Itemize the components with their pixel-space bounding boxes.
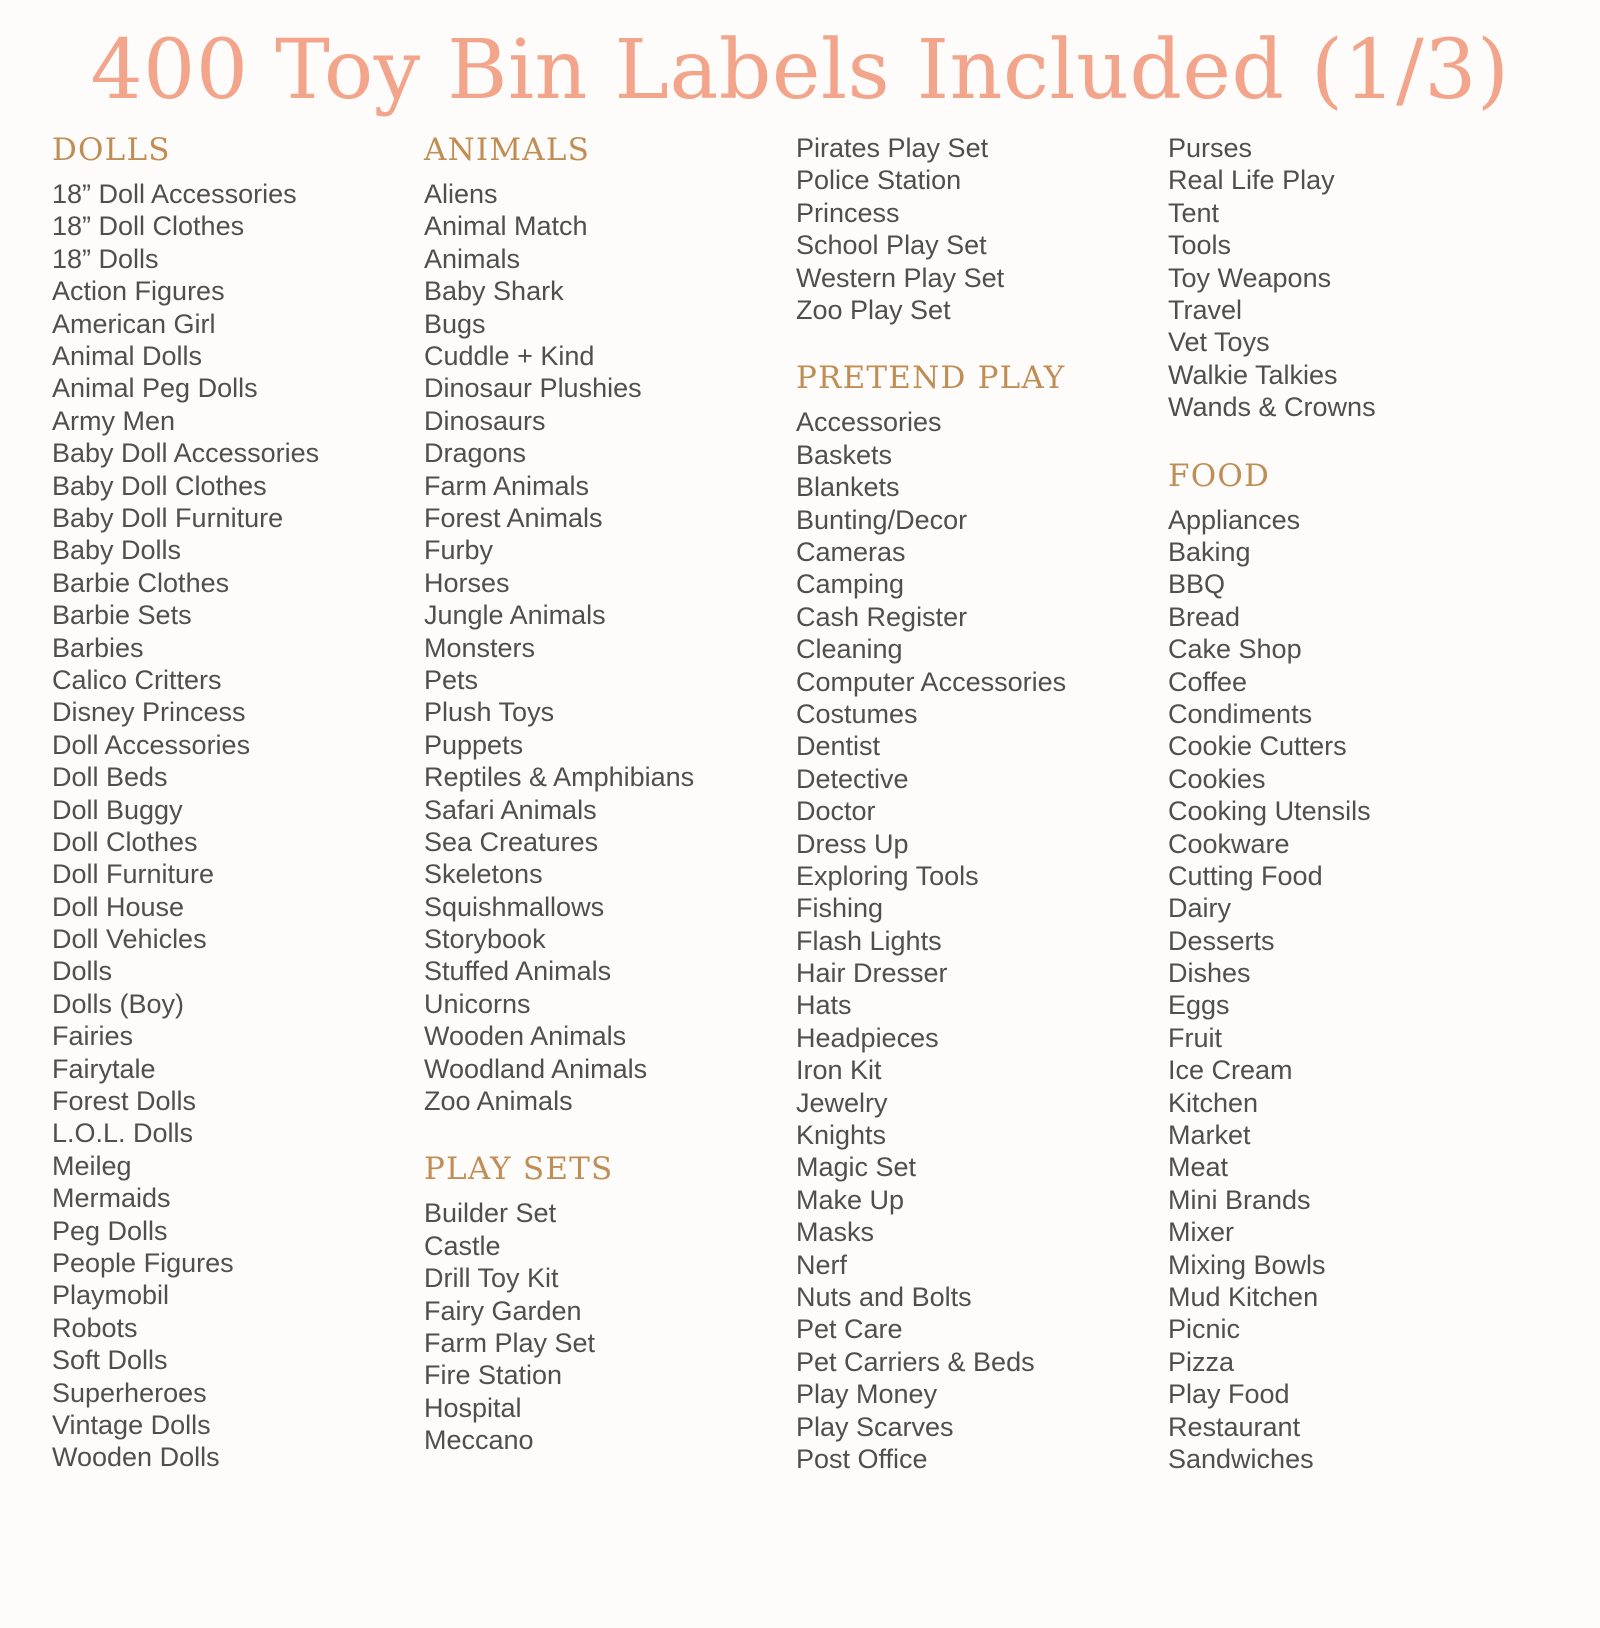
list-item: Masks: [796, 1217, 875, 1248]
list-item: Sea Creatures: [424, 826, 599, 857]
list-item: Army Men: [52, 405, 176, 436]
list-item: Vet Toys: [1168, 327, 1270, 358]
list-item: Costumes: [796, 698, 918, 729]
list-item: Peg Dolls: [52, 1215, 168, 1246]
list-item: Farm Animals: [424, 470, 590, 501]
list-item: Pirates Play Set: [796, 133, 989, 164]
list-item: American Girl: [52, 308, 216, 339]
list-item: Stuffed Animals: [424, 956, 612, 987]
list-item: Travel: [1168, 295, 1243, 326]
list-item: Forest Animals: [424, 503, 603, 533]
list-pretend-play-continued: [1168, 132, 1532, 424]
list-item: Knights: [796, 1120, 887, 1151]
list-item: Hospital: [424, 1392, 522, 1423]
list-item: Flash Lights: [796, 925, 942, 956]
list-item: Puppets: [424, 729, 524, 760]
list-item: Magic Set: [796, 1152, 917, 1183]
list-item: Tent: [1168, 197, 1220, 228]
list-item: Doll Clothes: [52, 826, 198, 857]
list-item: 18” Doll Accessories: [52, 179, 297, 210]
list-item: Farm Play Set: [424, 1327, 596, 1358]
list-item: Meat: [1168, 1152, 1229, 1183]
list-item: Bread: [1168, 601, 1241, 632]
list-item: Baby Doll Furniture: [52, 503, 284, 533]
list-item: Tools: [1168, 230, 1232, 261]
list-item: Kitchen: [1168, 1087, 1259, 1118]
list-item: Action Figures: [52, 276, 225, 307]
list-item: Horses: [424, 567, 510, 598]
list-item: Barbies: [52, 632, 144, 663]
list-item: Woodland Animals: [424, 1053, 648, 1084]
list-item: Meccano: [424, 1425, 534, 1456]
list-item: Restaurant: [1168, 1411, 1301, 1442]
section-play-sets: [424, 1151, 788, 1456]
section-pretend-play-continued: [1168, 132, 1532, 424]
list-item: Baby Dolls: [52, 535, 182, 566]
list-item: Cameras: [796, 537, 906, 567]
list-item: L.O.L. Dolls: [52, 1118, 194, 1149]
list-item: Cake Shop: [1168, 634, 1302, 665]
list-item: Nuts and Bolts: [796, 1281, 972, 1312]
list-item: Hats: [796, 990, 852, 1021]
list-item: Playmobil: [52, 1280, 170, 1311]
list-item: Fruit: [1168, 1022, 1222, 1053]
list-item: Dinosaurs: [424, 405, 546, 436]
list-item: Squishmallows: [424, 891, 605, 922]
list-item: Soft Dolls: [52, 1345, 168, 1376]
list-item: Real Life Play: [1168, 165, 1335, 196]
list-item: Camping: [796, 569, 905, 600]
list-item: Baking: [1168, 537, 1251, 567]
list-item: Unicorns: [424, 988, 531, 1019]
section-pretend-play: [796, 360, 1160, 1475]
list-item: Baby Shark: [424, 276, 564, 307]
list-item: Picnic: [1168, 1314, 1241, 1345]
list-item: Dragons: [424, 438, 527, 469]
column-1: [52, 132, 424, 1474]
list-item: Appliances: [1168, 504, 1301, 535]
list-item: Toy Weapons: [1168, 262, 1332, 293]
toy-bin-labels-page: [0, 23, 1600, 1628]
list-item: Jungle Animals: [424, 600, 606, 631]
list-item: Mixer: [1168, 1217, 1234, 1248]
list-item: Bunting/Decor: [796, 504, 968, 535]
list-item: Zoo Animals: [424, 1086, 573, 1117]
list-item: Dinosaur Plushies: [424, 373, 642, 404]
list-item: Coffee: [1168, 666, 1248, 697]
list-item: Mixing Bowls: [1168, 1249, 1326, 1280]
list-item: Drill Toy Kit: [424, 1263, 559, 1294]
list-item: Jewelry: [796, 1087, 888, 1118]
list-item: Fishing: [796, 893, 884, 924]
list-item: Iron Kit: [796, 1055, 882, 1086]
page-title: 400 Toy Bin Labels Included (1/3): [90, 23, 1510, 118]
list-item: Eggs: [1168, 990, 1230, 1021]
list-item: Bugs: [424, 308, 486, 339]
list-item: Dishes: [1168, 958, 1251, 989]
list-item: Safari Animals: [424, 794, 597, 825]
list-item: 18” Dolls: [52, 243, 159, 274]
list-item: Fairytale: [52, 1053, 156, 1084]
list-item: Post Office: [796, 1443, 928, 1474]
list-item: Condiments: [1168, 698, 1313, 729]
list-item: Purses: [1168, 133, 1253, 164]
list-item: Doll Accessories: [52, 729, 251, 760]
list-item: Ice Cream: [1168, 1055, 1293, 1086]
list-item: Furby: [424, 535, 494, 566]
list-item: Pets: [424, 664, 479, 695]
list-item: Wooden Animals: [424, 1021, 627, 1052]
list-item: Cuddle + Kind: [424, 341, 595, 372]
list-item: Doll House: [52, 891, 185, 922]
section-food: [1168, 458, 1532, 1476]
list-item: People Figures: [52, 1247, 234, 1278]
list-item: Disney Princess: [52, 697, 246, 728]
list-item: Dairy: [1168, 893, 1232, 924]
section-heading-food: FOOD: [1168, 457, 1270, 494]
list-item: Play Scarves: [796, 1411, 954, 1442]
list-item: Cookware: [1168, 828, 1290, 859]
list-item: Mini Brands: [1168, 1184, 1311, 1215]
section-heading-animals: ANIMALS: [424, 132, 591, 169]
list-item: Fairy Garden: [424, 1295, 582, 1326]
list-item: Meileg: [52, 1150, 132, 1181]
list-item: Vintage Dolls: [52, 1409, 211, 1440]
list-item: Hair Dresser: [796, 958, 948, 989]
list-pretend-play: [796, 406, 1160, 1475]
list-item: Forest Dolls: [52, 1086, 197, 1117]
list-item: Monsters: [424, 632, 536, 663]
section-heading-pretend-play: PRETEND PLAY: [796, 360, 1066, 397]
list-item: Cutting Food: [1168, 860, 1323, 891]
list-item: Cleaning: [796, 634, 903, 665]
list-item: Sandwiches: [1168, 1443, 1314, 1474]
list-item: Dolls: [52, 956, 113, 987]
list-item: Wands & Crowns: [1168, 392, 1376, 423]
list-item: Calico Critters: [52, 664, 222, 695]
list-item: Doll Buggy: [52, 794, 183, 825]
column-3: [796, 132, 1168, 1475]
list-play-sets: [424, 1197, 788, 1456]
column-4: [1168, 132, 1540, 1475]
list-item: Castle: [424, 1230, 501, 1261]
list-item: Doll Beds: [52, 762, 168, 793]
section-dolls: [52, 132, 416, 1474]
list-item: Cookies: [1168, 763, 1266, 794]
section-animals: [424, 132, 788, 1117]
list-item: Dress Up: [796, 828, 909, 859]
list-item: Pet Care: [796, 1314, 903, 1345]
list-item: Animal Peg Dolls: [52, 373, 258, 404]
list-item: Exploring Tools: [796, 860, 979, 891]
list-item: Cookie Cutters: [1168, 731, 1347, 762]
section-heading-play-sets: PLAY SETS: [424, 1151, 614, 1188]
list-item: BBQ: [1168, 569, 1226, 600]
list-item: Headpieces: [796, 1022, 939, 1053]
list-item: Market: [1168, 1120, 1251, 1151]
list-item: Detective: [796, 763, 909, 794]
list-item: Desserts: [1168, 925, 1275, 956]
list-item: Builder Set: [424, 1198, 557, 1229]
label-columns: [40, 132, 1560, 1475]
list-animals: [424, 178, 788, 1117]
list-item: Blankets: [796, 472, 900, 503]
list-item: Mud Kitchen: [1168, 1281, 1319, 1312]
list-item: Western Play Set: [796, 262, 1005, 293]
list-item: Police Station: [796, 165, 962, 196]
list-item: Storybook: [424, 924, 546, 955]
list-item: Play Money: [796, 1379, 938, 1410]
list-item: Animal Match: [424, 211, 588, 242]
list-item: Dolls (Boy): [52, 988, 185, 1019]
section-heading-dolls: DOLLS: [52, 132, 171, 169]
list-item: Animal Dolls: [52, 341, 203, 372]
list-item: Skeletons: [424, 859, 543, 890]
list-item: Plush Toys: [424, 697, 555, 728]
list-item: 18” Doll Clothes: [52, 211, 245, 242]
list-item: Pet Carriers & Beds: [796, 1346, 1035, 1377]
list-food: [1168, 504, 1532, 1476]
list-item: Doll Furniture: [52, 859, 215, 890]
column-2: [424, 132, 796, 1456]
list-item: Walkie Talkies: [1168, 359, 1338, 390]
list-item: Accessories: [796, 407, 942, 438]
list-item: School Play Set: [796, 230, 987, 261]
list-item: Nerf: [796, 1249, 848, 1280]
list-item: Baby Doll Clothes: [52, 470, 267, 501]
list-item: Princess: [796, 197, 900, 228]
list-item: Animals: [424, 243, 521, 274]
list-item: Aliens: [424, 179, 498, 210]
list-item: Cash Register: [796, 601, 968, 632]
list-item: Wooden Dolls: [52, 1442, 220, 1473]
list-item: Pizza: [1168, 1346, 1235, 1377]
list-item: Robots: [52, 1312, 138, 1343]
list-item: Barbie Sets: [52, 600, 192, 631]
list-item: Barbie Clothes: [52, 567, 230, 598]
list-item: Make Up: [796, 1184, 905, 1215]
list-item: Computer Accessories: [796, 666, 1067, 697]
list-dolls: [52, 178, 416, 1474]
list-item: Fire Station: [424, 1360, 563, 1391]
list-item: Doctor: [796, 796, 876, 827]
list-play-sets-continued: [796, 132, 1160, 326]
list-item: Mermaids: [52, 1183, 171, 1214]
list-item: Fairies: [52, 1021, 134, 1052]
list-item: Cooking Utensils: [1168, 796, 1371, 827]
list-item: Baby Doll Accessories: [52, 438, 320, 469]
section-play-sets-continued: [796, 132, 1160, 326]
list-item: Doll Vehicles: [52, 924, 207, 955]
list-item: Baskets: [796, 439, 893, 470]
list-item: Reptiles & Amphibians: [424, 762, 695, 793]
list-item: Dentist: [796, 731, 881, 762]
list-item: Zoo Play Set: [796, 295, 951, 326]
list-item: Play Food: [1168, 1379, 1290, 1410]
list-item: Superheroes: [52, 1377, 207, 1408]
